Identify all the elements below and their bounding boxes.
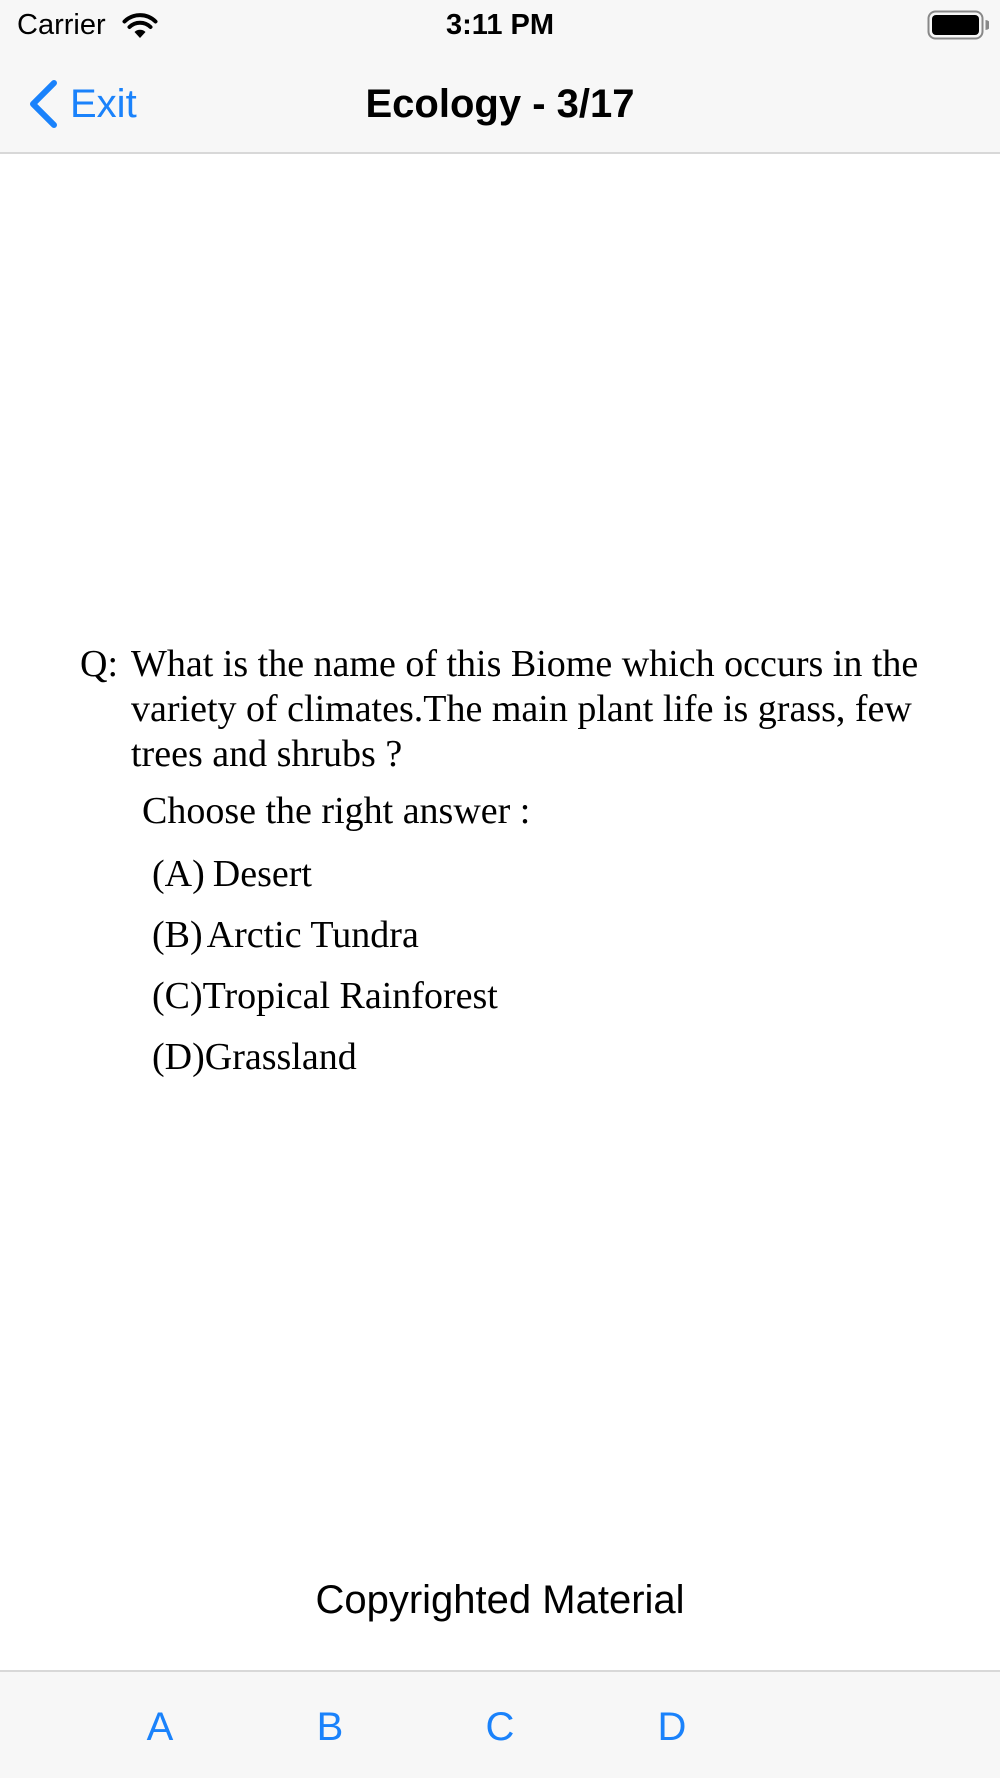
question-block <box>80 642 980 1096</box>
options-list <box>152 852 980 1096</box>
copyright-label: Copyrighted Material <box>315 1578 685 1622</box>
carrier-label: Carrier <box>17 9 106 41</box>
option-text: Grassland <box>204 1036 357 1078</box>
exit-label: Exit <box>70 82 137 126</box>
navigation-bar <box>0 52 1000 154</box>
page-title: Ecology - 3/17 <box>365 82 635 126</box>
option-text: Desert <box>212 853 312 895</box>
answer-prompt: Choose the right answer : <box>142 790 531 832</box>
option-a <box>152 852 980 913</box>
status-bar <box>0 0 1000 52</box>
option-d <box>152 1035 980 1096</box>
question-prefix: Q: <box>80 643 118 685</box>
option-letter: (C) <box>152 975 203 1017</box>
answer-b-button[interactable]: B <box>316 1705 344 1749</box>
option-letter: (B) <box>152 914 203 956</box>
option-letter: (A) <box>152 853 205 895</box>
option-c <box>152 974 980 1035</box>
battery-icon <box>927 10 989 40</box>
status-time: 3:11 PM <box>446 9 554 41</box>
option-text: Tropical Rainforest <box>202 975 498 1017</box>
answer-d-button[interactable]: D <box>657 1705 687 1749</box>
answer-c-button[interactable]: C <box>485 1705 515 1749</box>
question-row <box>80 642 980 777</box>
option-text: Arctic Tundra <box>206 914 419 956</box>
question-text: What is the name of this Biome which occurs in the variety of climates.The main plant life is grass, few trees and shrubs ? <box>131 643 919 775</box>
answer-a-button[interactable]: A <box>146 1705 174 1749</box>
answer-toolbar <box>0 1670 1000 1778</box>
option-letter: (D) <box>152 1036 205 1078</box>
option-b <box>152 913 980 974</box>
